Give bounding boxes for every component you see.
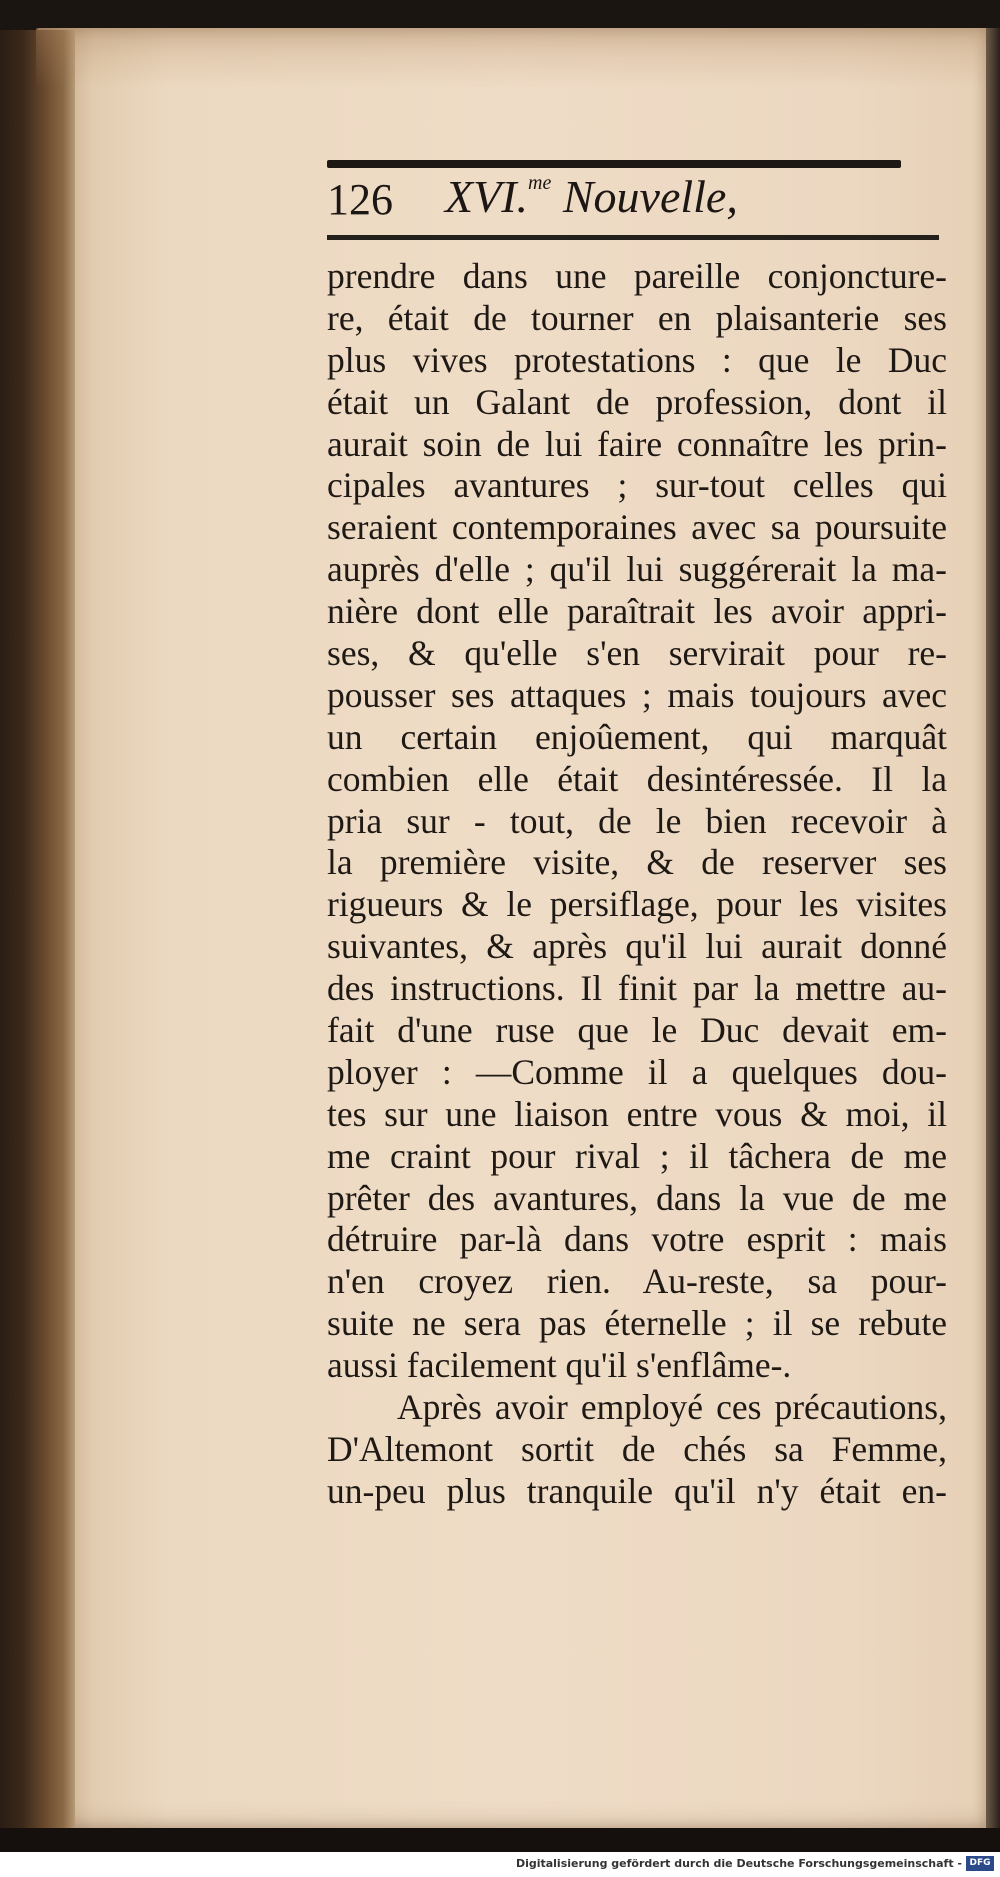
- text-line: auprès d'elle ; qu'il lui suggérerait la ma-: [327, 549, 947, 590]
- text-line: plus vives protestations : que le Duc: [327, 339, 947, 380]
- text-line: aussi facilement qu'il s'enflâme-.: [327, 1345, 792, 1386]
- running-title-superscript: me: [528, 172, 552, 194]
- text-line: un-peu plus tranquile qu'il n'y était en-: [327, 1470, 947, 1511]
- text-line: seraient contemporaines avec sa poursuite: [327, 507, 947, 548]
- text-line: combien elle était desintéressée. Il la: [327, 758, 947, 799]
- page-stain: [36, 28, 986, 88]
- text-line: la première visite, & de reserver ses: [327, 842, 947, 883]
- scan-bottom-edge: [0, 1828, 1000, 1852]
- text-line: D'Altemont sortit de chés sa Femme,: [327, 1428, 947, 1469]
- header-rule-bottom: [327, 235, 939, 240]
- running-title-word: Nouvelle,: [562, 171, 738, 222]
- body-text: [327, 256, 947, 1513]
- text-line: prêter des avantures, dans la vue de me: [327, 1177, 947, 1218]
- text-line: ses, & qu'elle s'en servirait pour re-: [327, 633, 947, 674]
- text-line: suivantes, & après qu'il lui aurait donné: [327, 926, 947, 967]
- text-line: des instructions. Il finit par la mettre au-: [327, 968, 947, 1009]
- text-line: un certain enjoûement, qui marquât: [327, 716, 947, 757]
- text-line: aurait soin de lui faire connaître les prin-: [327, 423, 947, 464]
- dfg-logo: DFG: [966, 1856, 994, 1871]
- footer-credit: Digitalisierung gefördert durch die Deutsche Forschungsgemeinschaft -: [515, 1857, 962, 1870]
- text-line: n'en croyez rien. Au-reste, sa pour-: [327, 1261, 947, 1302]
- text-line: Après avoir employé ces précautions,: [397, 1387, 947, 1428]
- text-line: me craint pour rival ; il tâchera de me: [327, 1135, 947, 1176]
- text-line: détruire par-là dans votre esprit : mais: [327, 1219, 947, 1260]
- text-line: re, était de tourner en plaisanterie ses: [327, 297, 947, 338]
- header-rule-top: [327, 160, 901, 168]
- running-title: [445, 170, 738, 223]
- text-line: pousser ses attaques ; mais toujours avec: [327, 674, 947, 715]
- text-line: prendre dans une pareille conjoncture-: [327, 256, 947, 296]
- text-line: ployer : —Comme il a quelques dou-: [327, 1051, 947, 1092]
- text-line: cipales avantures ; sur-tout celles qui: [327, 465, 947, 506]
- page-number: 126: [327, 175, 393, 224]
- text-line: était un Galant de profession, dont il: [327, 381, 947, 422]
- page-right-edge: [986, 28, 1000, 1828]
- text-line: nière dont elle paraîtrait les avoir appri-: [327, 591, 947, 632]
- running-title-numeral: XVI.: [445, 171, 529, 222]
- book-binding-edge: [0, 30, 75, 1830]
- text-line: fait d'une ruse que le Duc devait em-: [327, 1010, 947, 1051]
- text-line: tes sur une liaison entre vous & moi, il: [327, 1093, 947, 1134]
- text-line: rigueurs & le persiflage, pour les visites: [327, 884, 947, 925]
- text-line: pria sur - tout, de le bien recevoir à: [327, 800, 947, 841]
- text-line: suite ne sera pas éternelle ; il se rebute: [327, 1303, 947, 1344]
